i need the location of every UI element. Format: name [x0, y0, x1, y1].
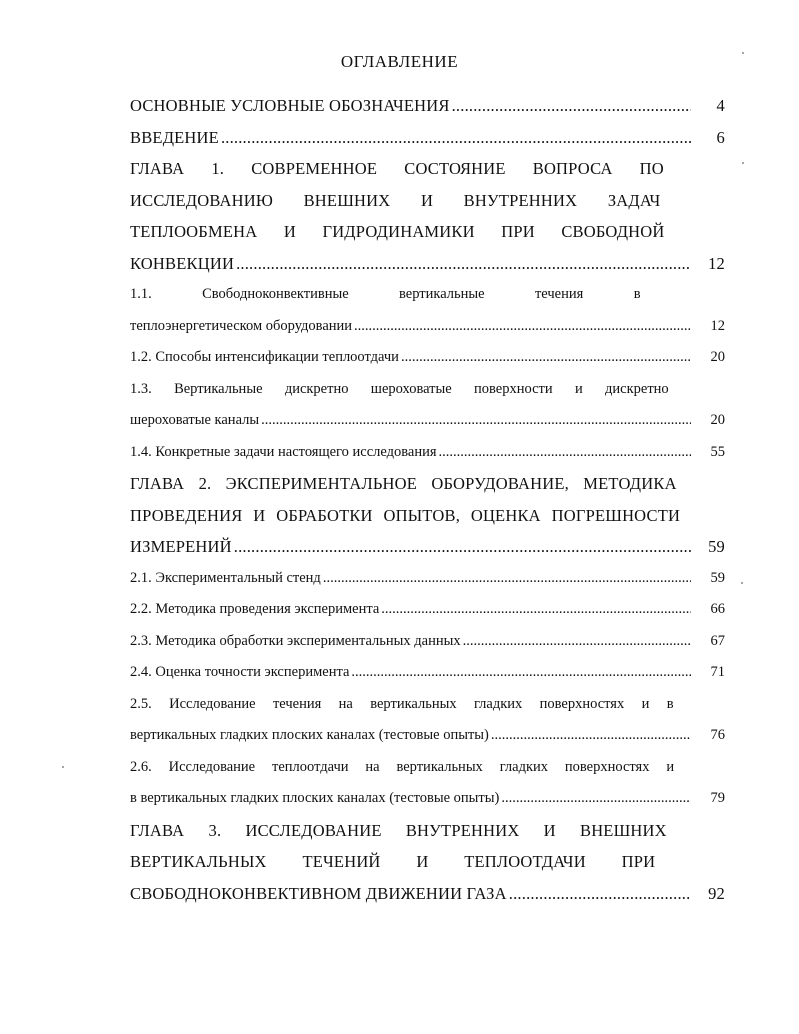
dot-leader: [234, 531, 691, 563]
toc-entry-text: 3.: [208, 820, 222, 840]
toc-entry-line: [130, 531, 725, 563]
toc-entry-text: ИССЛЕДОВАНИЮ: [130, 190, 274, 210]
toc-section-entry[interactable]: [130, 563, 725, 595]
toc-entry-text: СВОБОДНОКОНВЕКТИВНОМ ДВИЖЕНИИ ГАЗА: [130, 883, 507, 903]
toc-page-number: 79: [710, 790, 725, 806]
toc-entry-text: ТЕПЛООБМЕНА: [130, 222, 258, 241]
toc-page-number: 4: [716, 96, 725, 115]
dot-leader: [501, 783, 691, 815]
toc-entry-line: [130, 720, 725, 752]
toc-entry-line: [130, 752, 725, 784]
toc-entry-line: [130, 279, 725, 311]
toc-entry-text: вертикальных: [396, 758, 483, 775]
toc-entry-line: [130, 468, 725, 500]
toc-entry-text: ПОГРЕШНОСТИ: [551, 505, 681, 525]
toc-entry-text: поверхностях: [564, 758, 650, 775]
toc-entry-text: теплоэнергетическом оборудовании: [130, 317, 353, 334]
toc-page-number: 55: [710, 443, 725, 460]
dot-leader: [463, 626, 691, 658]
toc-entry-text: ОБОРУДОВАНИЕ,: [431, 474, 569, 493]
toc-entry-text: шероховатые каналы: [130, 412, 260, 428]
toc-section-entry[interactable]: [130, 374, 725, 437]
toc-entry-text: ИССЛЕДОВАНИЕ: [245, 820, 382, 840]
toc-entry-text: 2.1. Экспериментальный стенд: [130, 569, 321, 586]
scan-speck: [62, 766, 64, 768]
toc-entry-line: [130, 626, 725, 658]
dot-leader: [236, 248, 691, 280]
toc-entry-line: [130, 783, 725, 815]
toc-entry-text: 2.: [198, 474, 212, 493]
toc-entry-line: [130, 122, 725, 154]
toc-entry-text: ГЛАВА: [130, 820, 185, 840]
toc-entry-text: вертикальные: [399, 286, 485, 302]
toc-entry-text: 1.3.: [130, 380, 152, 397]
dot-leader: [261, 405, 691, 437]
toc-entry-text: в вертикальных гладких плоских каналах (тестовые опыты): [130, 790, 500, 806]
toc-section-entry[interactable]: [130, 437, 725, 469]
toc-entry-text: ГЛАВА: [130, 474, 185, 493]
toc-entry-line: [130, 311, 725, 343]
toc-entry-text: ТЕЧЕНИЙ: [302, 852, 381, 871]
toc-page-number: 76: [710, 727, 725, 743]
toc-entry-text: И: [543, 820, 556, 840]
toc-entry-text: и: [641, 695, 650, 712]
toc-entry-text: ОБРАБОТКИ: [276, 505, 373, 525]
toc-entry-line: [130, 657, 725, 689]
toc-chapter-entry[interactable]: [130, 815, 725, 910]
toc-entry-line: [130, 878, 725, 910]
toc-title: ОГЛАВЛЕНИЕ: [340, 52, 459, 71]
dot-leader: [221, 122, 691, 154]
toc-entry-line: [130, 90, 725, 122]
toc-entry-text: ВНУТРЕННИХ: [463, 190, 578, 210]
toc-entry-text: КОНВЕКЦИИ: [130, 253, 235, 273]
toc-entry-text: ОЦЕНКА: [470, 505, 541, 525]
toc-entry-line: [130, 563, 725, 595]
dot-leader: [323, 563, 691, 595]
dot-leader: [509, 878, 691, 910]
toc-section-entry[interactable]: [130, 657, 725, 689]
toc-entry-text: вертикальных: [370, 695, 457, 712]
toc-chapter-entry[interactable]: [130, 90, 725, 122]
toc-page-number: 20: [710, 349, 725, 365]
toc-section-entry[interactable]: [130, 342, 725, 374]
toc-entry-text: дискретно: [605, 380, 669, 397]
toc-entry-text: теплоотдачи: [272, 758, 349, 775]
toc-entry-line: [130, 405, 725, 437]
toc-entry-text: ГЛАВА: [130, 159, 185, 178]
toc-entry-line: [130, 689, 725, 721]
toc-entry-text: ПО: [639, 159, 664, 178]
toc-entry-line: [130, 594, 725, 626]
toc-entry-text: ВНЕШНИХ: [579, 820, 667, 840]
toc-page-number: 12: [708, 253, 725, 273]
toc-entry-text: вертикальных гладких плоских каналах (тестовые опыты): [130, 727, 489, 743]
toc-entry-line: [130, 815, 725, 847]
toc-entry-text: ТЕПЛООТДАЧИ: [464, 852, 586, 871]
toc-entry-text: И: [420, 190, 434, 210]
toc-page-number: 92: [708, 883, 725, 903]
toc-chapter-entry[interactable]: [130, 468, 725, 563]
dot-leader: [381, 594, 691, 626]
toc-entry-text: в: [666, 695, 674, 712]
toc-section-entry[interactable]: [130, 279, 725, 342]
toc-entry-line: [130, 153, 725, 185]
toc-entry-text: на: [338, 695, 353, 712]
toc-entry-text: ГИДРОДИНАМИКИ: [322, 222, 475, 241]
toc-entry-text: 1.: [211, 159, 225, 178]
toc-page-number: 67: [710, 632, 725, 649]
toc-entry-text: поверхности: [474, 380, 553, 397]
toc-chapter-entry[interactable]: [130, 153, 725, 279]
toc-entry-text: ПРИ: [501, 222, 535, 241]
toc-entry-text: ЭКСПЕРИМЕНТАЛЬНОЕ: [225, 474, 418, 493]
toc-entry-text: и: [666, 758, 675, 775]
toc-entry-line: [130, 216, 725, 248]
toc-entry-text: И: [416, 852, 429, 871]
dot-leader: [452, 90, 691, 122]
toc-entry-line: [130, 500, 725, 532]
toc-entry-line: [130, 185, 725, 217]
toc-entry-text: Вертикальные: [174, 380, 263, 397]
toc-entry-text: 2.4. Оценка точности эксперимента: [130, 664, 350, 680]
toc-entry-text: течения: [272, 695, 322, 712]
toc-section-entry[interactable]: [130, 626, 725, 658]
dot-leader: [439, 437, 691, 469]
toc-entry-text: 1.1.: [130, 286, 152, 302]
toc-entry-line: [130, 846, 725, 878]
toc-entry-text: и: [574, 380, 583, 397]
toc-entry-text: 2.6.: [130, 758, 152, 775]
dot-leader: [351, 657, 691, 689]
toc-page-number: 66: [710, 601, 725, 617]
toc-page-number: 12: [710, 317, 725, 334]
toc-entry-text: в: [633, 286, 641, 302]
toc-entry-text: дискретно: [284, 380, 349, 397]
toc-entry-line: [130, 374, 725, 406]
toc-entry-text: СОСТОЯНИЕ: [404, 159, 506, 178]
toc-entry-text: ОСНОВНЫЕ УСЛОВНЫЕ ОБОЗНАЧЕНИЯ: [130, 96, 450, 115]
scan-speck: [742, 52, 744, 54]
toc-section-entry[interactable]: [130, 752, 725, 815]
toc-entry-text: ПРОВЕДЕНИЯ: [130, 505, 243, 525]
dot-leader: [491, 720, 691, 752]
toc-entry-text: Исследование: [168, 758, 256, 775]
toc-entry-text: гладких: [499, 758, 549, 775]
table-of-contents: [130, 90, 725, 909]
toc-entry-text: ЗАДАЧ: [607, 190, 661, 210]
toc-entry-text: ОПЫТОВ,: [383, 505, 461, 525]
toc-entry-text: 2.3. Методика обработки экспериментальных данных: [130, 632, 461, 649]
toc-entry-text: ВНУТРЕННИХ: [405, 820, 520, 840]
toc-entry-text: СОВРЕМЕННОЕ: [251, 159, 378, 178]
toc-entry-line: [130, 342, 725, 374]
dot-leader: [354, 311, 691, 343]
toc-page-number: 59: [708, 537, 725, 556]
toc-entry-text: ПРИ: [621, 852, 656, 871]
toc-section-entry[interactable]: [130, 689, 725, 752]
toc-page-number: 20: [710, 412, 725, 428]
toc-entry-text: Свободноконвективные: [202, 286, 349, 302]
scan-speck: [742, 162, 744, 164]
toc-entry-text: СВОБОДНОЙ: [561, 222, 665, 241]
toc-entry-text: ВОПРОСА: [532, 159, 613, 178]
toc-entry-text: И: [283, 222, 296, 241]
toc-chapter-entry[interactable]: [130, 122, 725, 154]
toc-entry-text: 1.4. Конкретные задачи настоящего исследования: [130, 443, 437, 460]
toc-entry-text: течения: [534, 286, 584, 302]
toc-page-number: 59: [710, 569, 725, 586]
toc-entry-text: ВЕРТИКАЛЬНЫХ: [130, 852, 267, 871]
toc-entry-text: И: [253, 505, 266, 525]
toc-entry-text: Исследование: [169, 695, 256, 712]
toc-entry-text: 1.2. Способы интенсификации теплоотдачи: [130, 349, 399, 365]
dot-leader: [401, 342, 691, 374]
toc-entry-line: [130, 437, 725, 469]
toc-entry-text: МЕТОДИКА: [583, 474, 677, 493]
toc-section-entry[interactable]: [130, 594, 725, 626]
toc-entry-text: гладких: [473, 695, 523, 712]
scan-speck: [741, 582, 743, 584]
toc-entry-text: шероховатые: [370, 380, 452, 397]
toc-entry-text: 2.2. Методика проведения эксперимента: [130, 601, 380, 617]
toc-entry-text: ВВЕДЕНИЕ: [130, 127, 219, 147]
toc-entry-text: ИЗМЕРЕНИЙ: [130, 537, 232, 556]
toc-entry-line: [130, 248, 725, 280]
toc-page-number: 6: [716, 127, 725, 147]
toc-entry-text: на: [365, 758, 380, 775]
toc-entry-text: ВНЕШНИХ: [303, 190, 391, 210]
toc-entry-text: поверхностях: [539, 695, 625, 712]
toc-page-number: 71: [710, 664, 725, 680]
toc-entry-text: 2.5.: [130, 695, 152, 712]
